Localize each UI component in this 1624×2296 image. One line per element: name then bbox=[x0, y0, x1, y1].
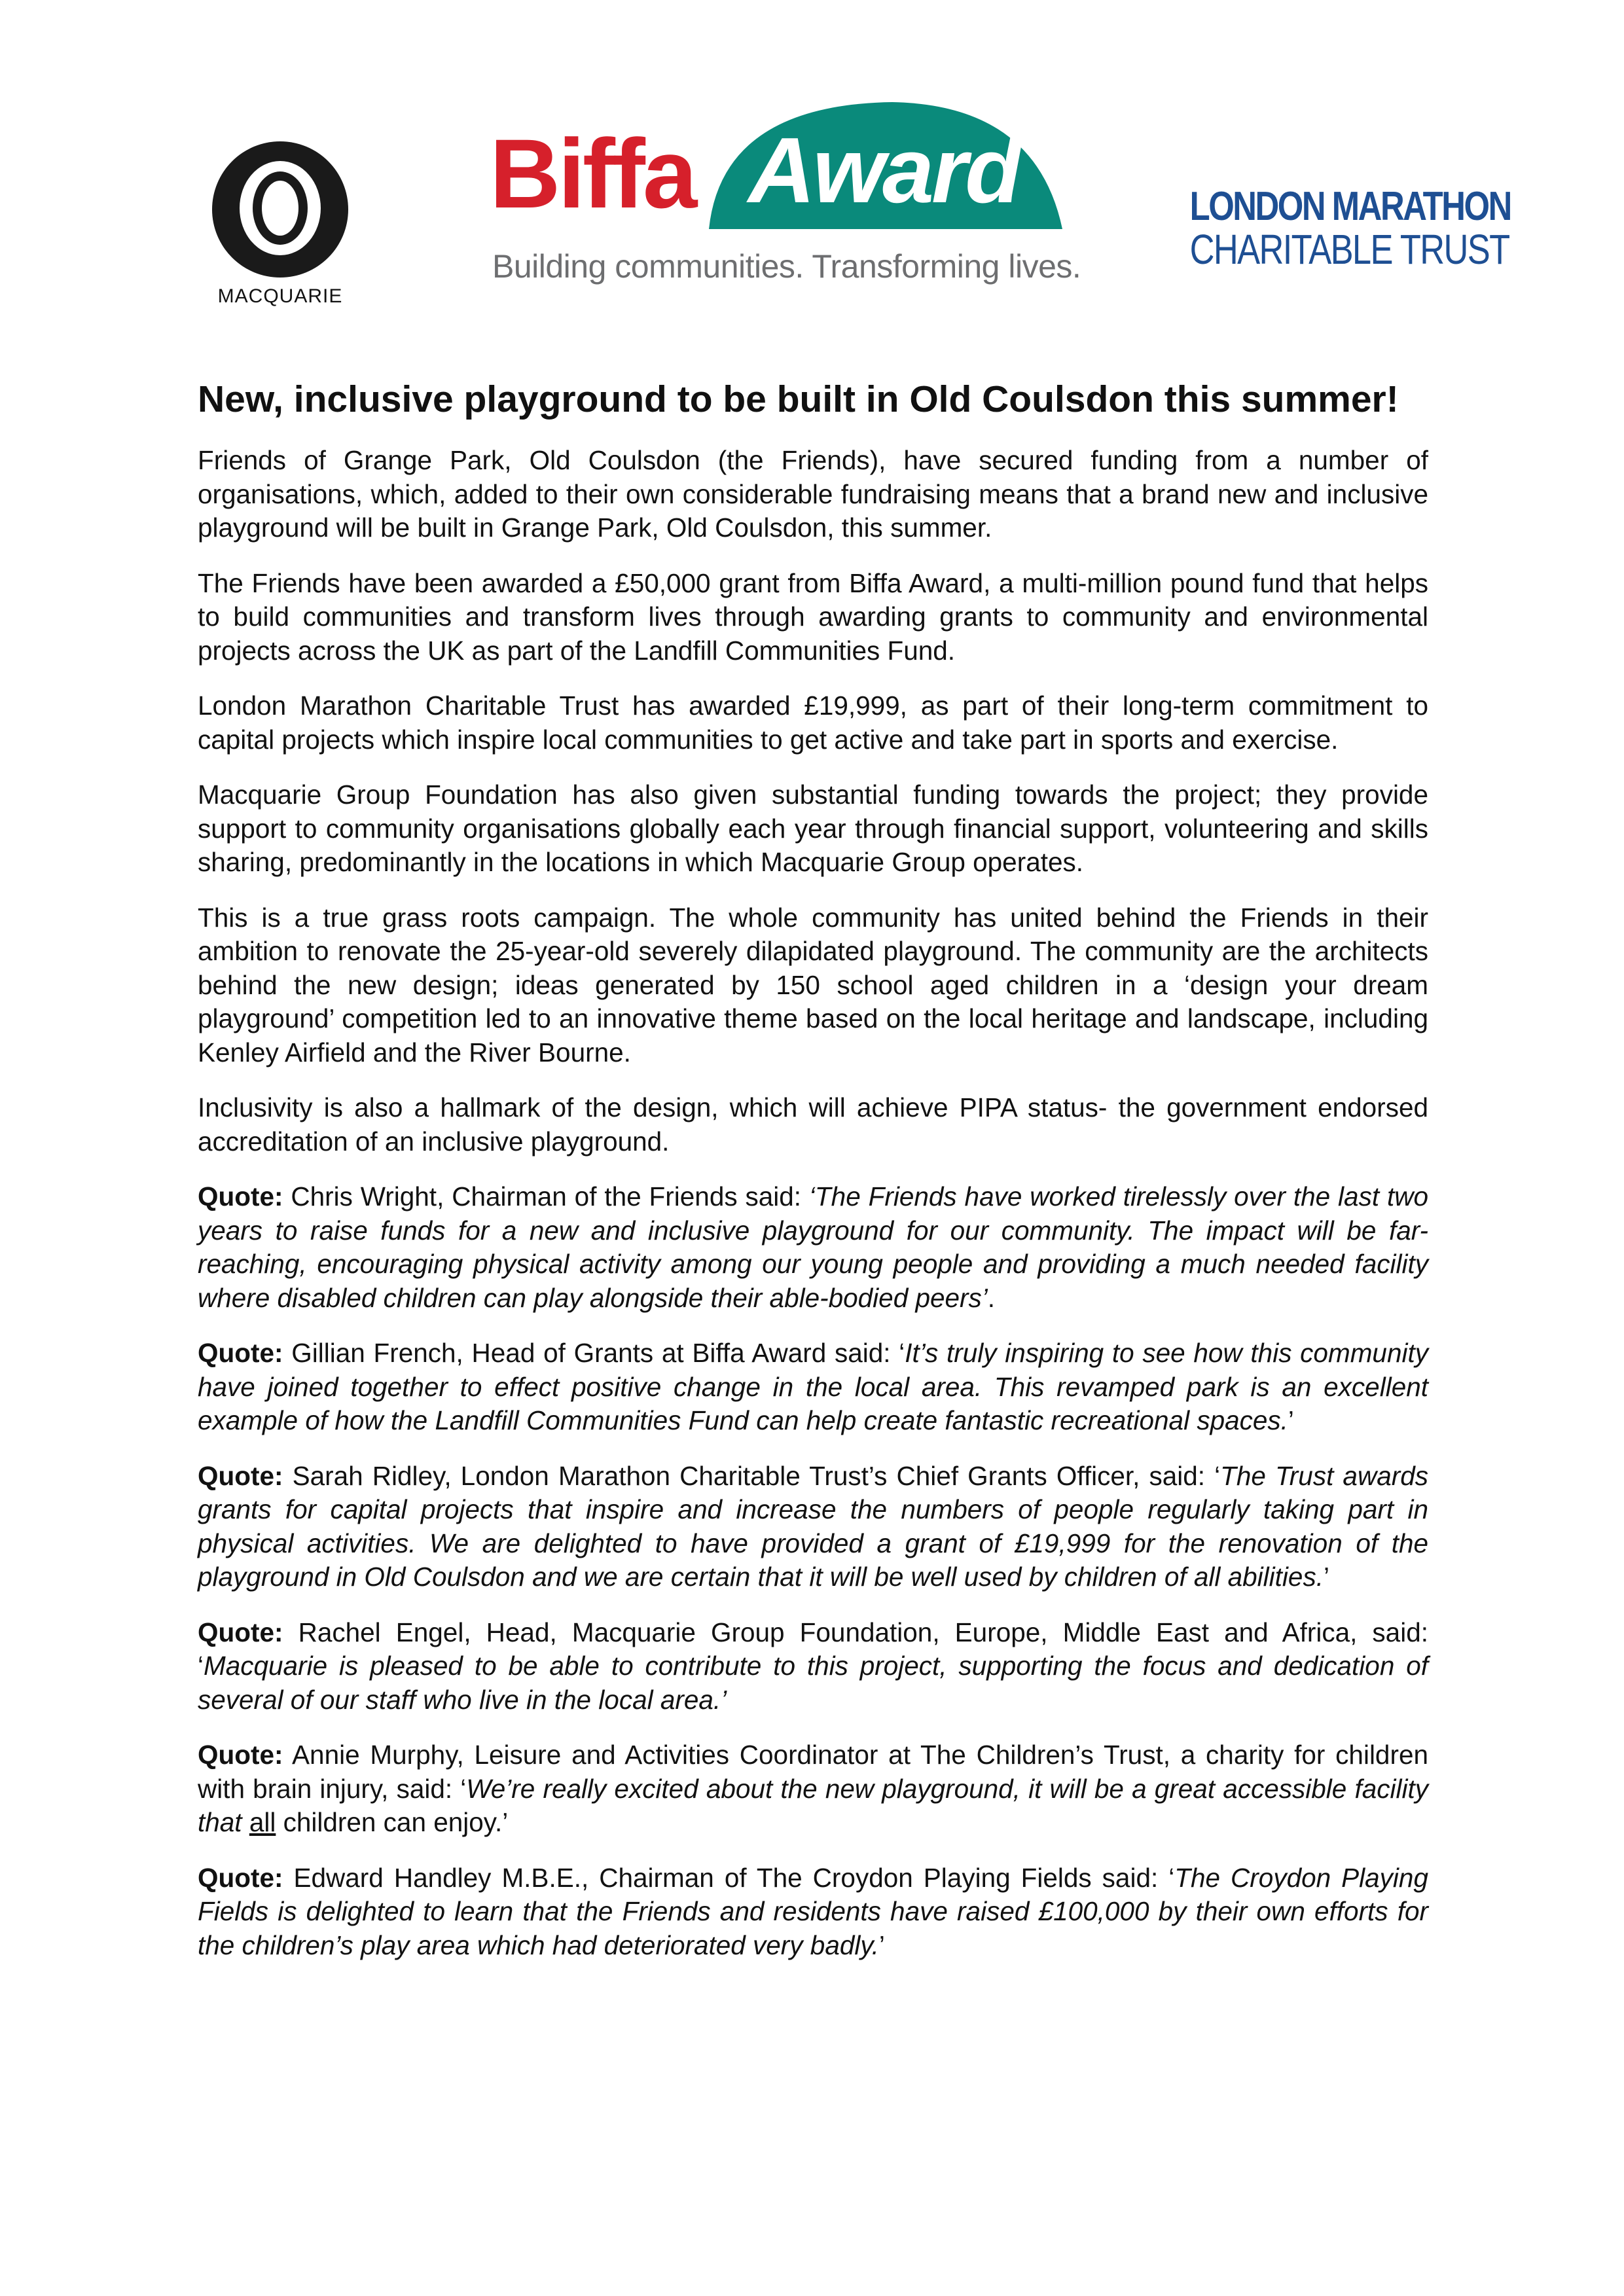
paragraph-5: This is a true grass roots campaign. The whole community has united behind the Friends in their ambition to renovate the 25-year-old severely dilapidated playground. The community are the architects behind the new design; ideas generated by 150 school aged children in a ‘design your dream playground’ competition led to an innovative theme based on the local heritage and landscape, including Kenley Airfield and the River Bourne. bbox=[198, 902, 1428, 1067]
quote-2 bbox=[198, 1336, 1428, 1438]
quote-end: ’ bbox=[502, 1807, 509, 1838]
header-logos bbox=[0, 0, 1624, 314]
quote-speaker: Gillian French, Head of Grants at Biffa Award said: ‘ bbox=[283, 1338, 905, 1369]
quote-end: . bbox=[987, 1282, 996, 1313]
quote-speaker: Annie Murphy, Leisure and Activities Coordinator at The Children’s Trust, a charity for children with brain injury, said: ‘ bbox=[198, 1740, 1428, 1804]
quote-label: Quote: bbox=[198, 1740, 283, 1770]
quote-speaker: Rachel Engel, Head, Macquarie Group Foundation, Europe, Middle East and Africa, said: ‘ bbox=[198, 1617, 1428, 1681]
press-release-body bbox=[198, 376, 1428, 1984]
quote-label: Quote: bbox=[198, 1181, 283, 1212]
award-wordmark: Award bbox=[748, 118, 1019, 223]
biffa-award-logo bbox=[490, 98, 1081, 285]
quote-end: ’ bbox=[1323, 1562, 1329, 1592]
quote-end: ’ bbox=[878, 1929, 885, 1960]
quote-text-after: children can enjoy. bbox=[276, 1807, 503, 1838]
biffa-wordmark: Biffa bbox=[490, 118, 695, 228]
quote-label: Quote: bbox=[198, 1338, 283, 1369]
quote-1 bbox=[198, 1180, 1428, 1315]
lmct-line-1: LONDON MARATHON bbox=[1189, 184, 1511, 229]
page-title: New, inclusive playground to be built in Old Coulsdon this summer! bbox=[198, 378, 1399, 420]
quote-text: ‘The Friends have worked tirelessly over the last two years to raise funds for a new and inclusive playground for our community. The impact will be far-reaching, encouraging physical activity among our young people and providing a much needed facility where disabled children can play alongside their able-bodied peers’ bbox=[198, 1181, 1428, 1313]
quote-text: The Croydon Playing Fields is delighted to learn that the Friends and residents have raised £100,000 by their own efforts for the children’s play area which had deteriorated very badly. bbox=[198, 1862, 1428, 1960]
quote-4 bbox=[198, 1616, 1428, 1717]
quote-text: The Trust awards grants for capital projects that inspire and increase the numbers of people regularly taking part in physical activities. We are delighted to have provided a grant of £19,999 for the renovation of the playground in Old Coulsdon and we are certain that it will be well used by children of all abilities. bbox=[198, 1460, 1428, 1592]
paragraph-1: Friends of Grange Park, Old Coulsdon (the Friends), have secured funding from a number of organisations, which, added to their own considerable fundraising means that a brand new and inclusive playground will be built in Grange Park, Old Coulsdon, this summer. bbox=[198, 445, 1428, 543]
quote-label: Quote: bbox=[198, 1862, 283, 1893]
macquarie-emblem-icon bbox=[208, 137, 352, 281]
quote-speaker: Edward Handley M.B.E., Chairman of The Croydon Playing Fields said: ‘ bbox=[283, 1862, 1175, 1893]
paragraph-2: The Friends have been awarded a £50,000 grant from Biffa Award, a multi-million pound fund that helps to build communities and transform lives through awarding grants to community and environmental projects across the UK as part of the Landfill Communities Fund. bbox=[198, 567, 1428, 666]
paragraph-6: Inclusivity is also a hallmark of the design, which will achieve PIPA status- the government endorsed accreditation of an inclusive playground. bbox=[198, 1092, 1428, 1157]
quote-text: We’re really excited about the new playground, it will be a great accessible facility that bbox=[198, 1773, 1429, 1838]
paragraph-3: London Marathon Charitable Trust has awarded £19,999, as part of their long-term commitment to capital projects which inspire local communities to get active and take part in sports and exercise. bbox=[198, 691, 1428, 755]
biffa-tagline: Building communities. Transforming lives. bbox=[492, 248, 1081, 285]
quote-speaker: Sarah Ridley, London Marathon Charitable Trust’s Chief Grants Officer, said: ‘ bbox=[283, 1460, 1221, 1491]
macquarie-logo bbox=[208, 137, 352, 308]
quote-underlined-word: all bbox=[249, 1807, 276, 1838]
london-marathon-logo bbox=[1164, 184, 1511, 273]
quote-speaker: Chris Wright, Chairman of the Friends said: bbox=[283, 1181, 809, 1212]
quote-end: ’ bbox=[1288, 1405, 1294, 1436]
quote-text: Macquarie is pleased to be able to contribute to this project, supporting the focus and dedication of several of our staff who live in the local area.’ bbox=[198, 1651, 1428, 1715]
quote-3 bbox=[198, 1460, 1428, 1594]
quote-label: Quote: bbox=[198, 1617, 283, 1647]
lmct-line-2: CHARITABLE TRUST bbox=[1189, 226, 1509, 273]
quote-6 bbox=[198, 1861, 1428, 1963]
quote-label: Quote: bbox=[198, 1460, 283, 1491]
paragraph-4: Macquarie Group Foundation has also given substantial funding towards the project; they provide support to community organisations globally each year through financial support, volunteering and skills sharing, predominantly in the locations in which Macquarie Group operates. bbox=[198, 780, 1428, 878]
macquarie-label: MACQUARIE bbox=[217, 285, 343, 307]
quote-text: It’s truly inspiring to see how this community have joined together to effect positive change in the local area. This revamped park is an excellent example of how the Landfill Communities Fund can help create fantastic recreational spaces. bbox=[198, 1338, 1428, 1436]
quote-5 bbox=[198, 1738, 1428, 1840]
